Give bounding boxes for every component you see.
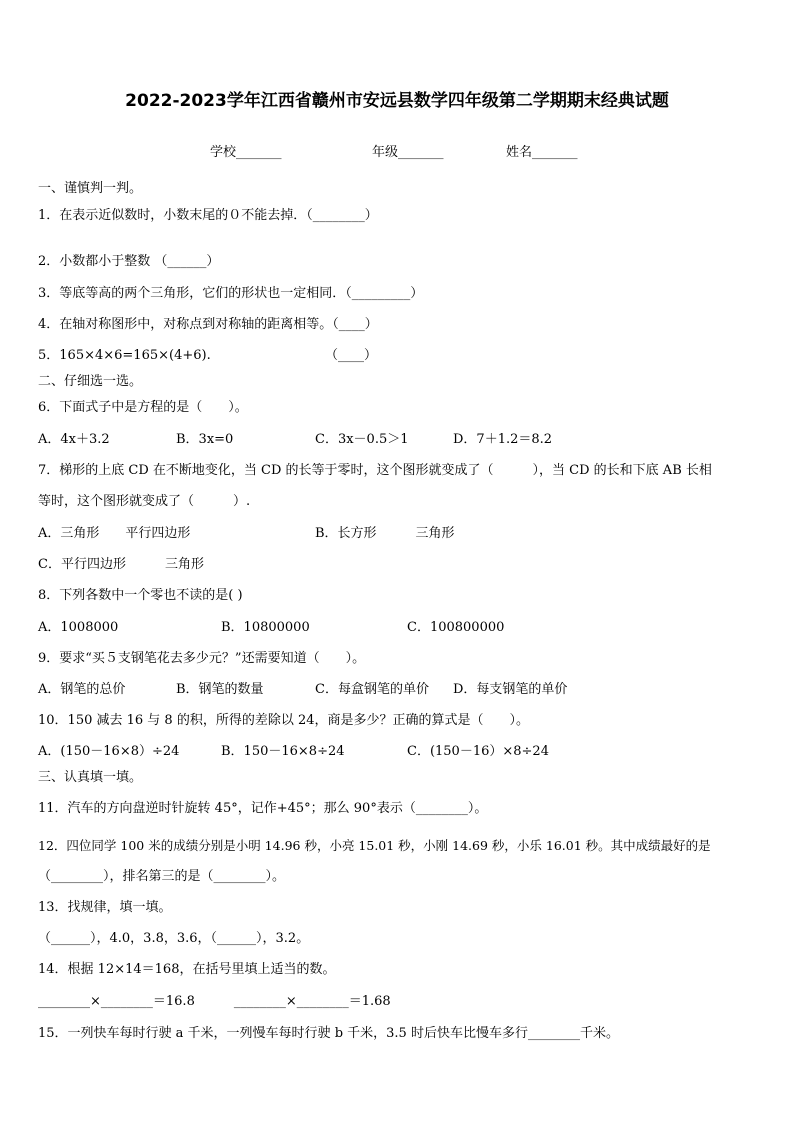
grade-field [372,141,444,160]
school-label: 学校 [210,145,237,160]
grade-blank: _______ [398,145,444,160]
question-13-sequence: （______），4.0，3.8，3.6，（______），3.2。 [38,931,310,946]
question-8-option-a: A．1008000 [38,620,119,635]
question-10-option-c: C．(150－16）×8÷24 [407,744,549,759]
question-9-option-a: A．钢笔的总价 [38,682,126,697]
question-1: 1．在表示近似数时，小数末尾的０不能去掉．（________） [38,208,378,223]
question-6: 6．下面式子中是方程的是（ ）。 [38,400,248,415]
question-9-option-b: B．钢笔的数量 [176,682,264,697]
question-11: 11．汽车的方向盘逆时针旋转 45°，记作+45°；那么 90°表示（________）。 [38,801,488,816]
question-10-option-b: B．150－16×8÷24 [221,744,345,759]
page-title: 2022-2023学年江西省赣州市安远县数学四年级第二学期期末经典试题 [125,91,669,111]
question-12-line-1: 12．四位同学 100 米的成绩分别是小明 14.96 秒，小亮 15.01 秒，小刚 14.69 秒，小乐 16.01 秒。其中成绩最好的是 [38,838,711,853]
question-14-blanks: ________×________＝16.8 ________×________＝1.68 [38,994,391,1009]
question-6-option-b: B．3x=0 [176,432,234,447]
school-field [210,141,282,160]
question-12-line-2: （________），排名第三的是（________）。 [38,869,286,884]
question-15: 15．一列快车每时行驶 a 千米，一列慢车每时行驶 b 千米，3.5 时后快车比慢车多行________千米。 [38,1026,619,1041]
question-7-line-2: 等时，这个图形就变成了（ ）. [38,494,251,509]
question-4: 4．在轴对称图形中，对称点到对称轴的距离相等。（____） [38,317,378,332]
question-6-option-d: D．7＋1.2＝8.2 [453,432,553,447]
section-heading-3: 三、认真填一填。 [38,770,143,785]
question-10: 10．150 减去 16 与 8 的积，所得的差除以 24，商是多少？正确的算式是（ ）。 [38,713,530,728]
question-2: 2．小数都小于整数 （______） [38,254,220,269]
question-7-option-b: B．长方形 三角形 [315,526,455,541]
question-13: 13．找规律，填一填。 [38,900,172,915]
name-blank: _______ [532,145,578,160]
school-blank: _______ [236,145,282,160]
question-10-option-a: A．(150－16×8）÷24 [38,744,180,759]
name-label: 姓名 [506,145,533,160]
question-8: 8．下列各数中一个零也不读的是( ) [38,588,243,603]
question-8-option-c: C．100800000 [407,620,505,635]
question-3: 3．等底等高的两个三角形，它们的形状也一定相同．（_________） [38,286,424,301]
question-5: 5．165×4×6=165×(4+6). [38,348,211,363]
question-8-option-b: B．10800000 [221,620,310,635]
section-heading-1: 一、谨慎判一判。 [38,181,143,196]
grade-label: 年级 [372,145,399,160]
question-7-option-c: C．平行四边形 三角形 [38,557,204,572]
question-5-answer-blank: （____） [325,348,378,363]
question-9-option-c: C．每盒钢笔的单价 [315,682,429,697]
question-7-option-a: A．三角形 平行四边形 [38,526,191,541]
question-14: 14．根据 12×14＝168，在括号里填上适当的数。 [38,962,336,977]
question-6-option-c: C．3x－0.5＞1 [315,432,409,447]
section-heading-2: 二、仔细选一选。 [38,374,143,389]
question-9: 9．要求“买５支钢笔花去多少元？”还需要知道（ ）。 [38,651,366,666]
question-7-line-1: 7．梯形的上底 CD 在不断地变化，当 CD 的长等于零时，这个图形就变成了（ ），当 CD 的长和下底 AB 长相 [38,463,712,478]
name-field [506,141,578,160]
question-6-option-a: A．4x＋3.2 [38,432,110,447]
question-9-option-d: D．每支钢笔的单价 [453,682,568,697]
